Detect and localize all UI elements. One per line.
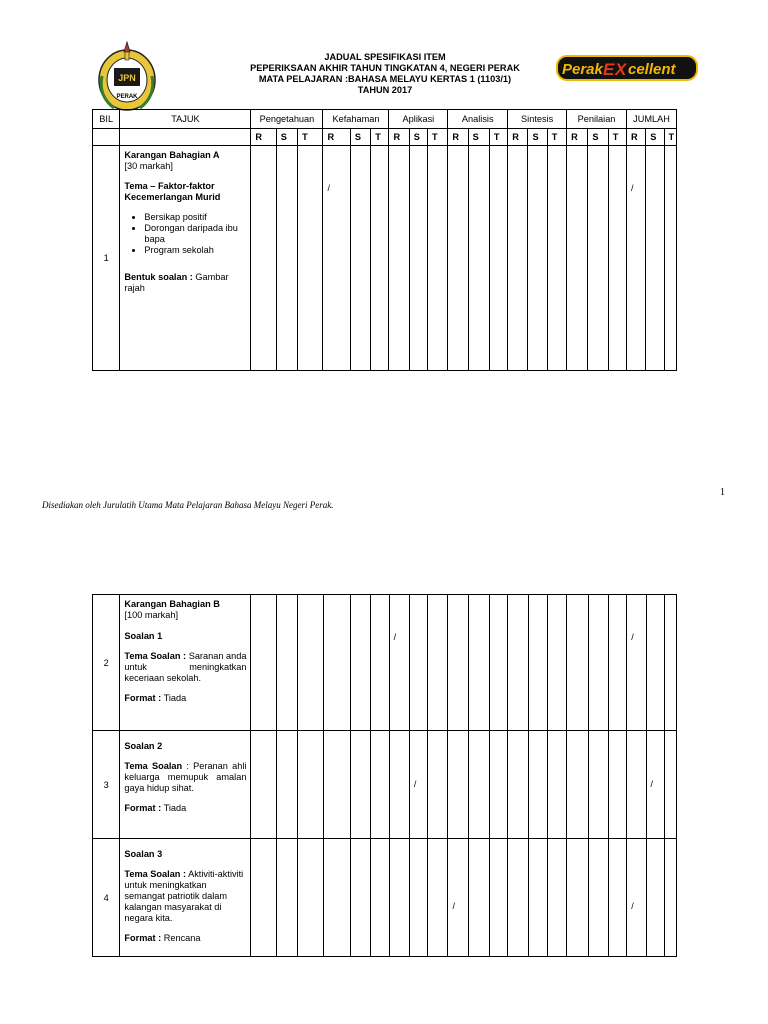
question-number: Soalan 1	[124, 631, 163, 641]
theme-value: Aktiviti-aktiviti untuk meningkatkan semangat patriotik dalam kalangan masyarakat di negara kita.	[124, 869, 244, 923]
sub-s: S	[409, 129, 427, 146]
sub-s: S	[528, 129, 547, 146]
theme-label: Tema Soalan	[124, 761, 183, 771]
sub-t: T	[547, 129, 566, 146]
list-item: • Program sekolah	[144, 245, 246, 256]
table-row	[93, 146, 677, 371]
sub-t: T	[371, 129, 389, 146]
row-number: 2	[93, 595, 120, 731]
question-form-value: Gambar rajah	[124, 272, 229, 293]
sub-s: S	[588, 129, 608, 146]
sub-r: R	[626, 129, 645, 146]
header-year: TAHUN 2017	[357, 85, 413, 95]
perak-excellent-logo	[556, 54, 698, 82]
col-header-sintesis: Sintesis	[508, 110, 567, 129]
row-topic	[120, 146, 251, 371]
format-label: Format :	[124, 933, 162, 943]
sub-s: S	[350, 129, 370, 146]
question-number: Soalan 2	[124, 741, 163, 751]
svg-text:PERAK: PERAK	[116, 94, 138, 100]
sub-r: R	[448, 129, 468, 146]
sub-r: R	[251, 129, 276, 146]
sub-t: T	[298, 129, 323, 146]
list-item: • Dorongan daripada ibu bapa	[144, 223, 246, 245]
header-title: JADUAL SPESIFIKASI ITEM	[324, 52, 446, 62]
footer-note: Disediakan oleh Jurulatih Utama Mata Pelajaran Bahasa Melayu Negeri Perak.	[42, 500, 334, 510]
tick-mark-jumlah-r: /	[631, 901, 634, 911]
table-row	[93, 731, 677, 839]
theme-value: : Peranan ahli keluarga memupuk amalan gaya hidup sihat.	[124, 761, 247, 793]
section-marks: [100 markah]	[124, 610, 179, 620]
svg-text:JPN: JPN	[118, 73, 136, 83]
row-topic	[120, 595, 251, 731]
tick-mark-kefahaman-r: /	[327, 183, 330, 193]
col-header-pengetahuan: Pengetahuan	[251, 110, 323, 129]
sub-s: S	[646, 129, 664, 146]
section-title: Karangan Bahagian A	[124, 150, 220, 160]
tick-mark-jumlah-s: /	[650, 779, 654, 789]
tick-mark-jumlah-r: /	[630, 183, 634, 193]
sub-s: S	[276, 129, 297, 146]
sub-t: T	[489, 129, 507, 146]
row-topic	[120, 731, 251, 839]
col-header-penilaian: Penilaian	[567, 110, 627, 129]
row-number: 1	[93, 146, 120, 371]
format-value: Tiada	[163, 803, 187, 813]
theme-value: Saranan anda untuk meningkatkan keceriaan sekolah.	[124, 651, 247, 683]
theme-label: Tema Soalan :	[124, 869, 187, 879]
col-header-tajuk: TAJUK	[120, 110, 251, 129]
sub-s: S	[468, 129, 489, 146]
table-row	[93, 839, 677, 957]
row-number: 3	[93, 731, 120, 839]
sub-r: R	[567, 129, 588, 146]
svg-text:E: E	[603, 60, 615, 79]
question-form-label: Bentuk soalan :	[124, 272, 193, 282]
section-marks: [30 markah]	[124, 161, 173, 171]
rst-header-row	[93, 129, 677, 146]
svg-text:cellent: cellent	[628, 61, 676, 78]
format-value: Tiada	[163, 693, 187, 703]
tick-mark-aplikasi-s: /	[413, 779, 417, 789]
tick-mark-analisis-r: /	[452, 901, 455, 911]
col-header-jumlah: JUMLAH	[626, 110, 676, 129]
theme-label: Tema – Faktor-faktor Kecemerlangan Murid	[124, 181, 221, 202]
svg-text:X: X	[615, 60, 627, 79]
header-subject: MATA PELAJARAN :BAHASA MELAYU KERTAS 1 (1103/1)	[258, 74, 512, 84]
perak-crest-logo	[96, 36, 158, 116]
sub-t: T	[428, 129, 448, 146]
tick-mark-jumlah-r: /	[631, 632, 634, 642]
sub-r: R	[389, 129, 409, 146]
question-number: Soalan 3	[124, 849, 163, 859]
bil-blank	[93, 129, 120, 146]
sub-t: T	[664, 129, 677, 146]
sub-t: T	[608, 129, 626, 146]
col-header-analisis: Analisis	[448, 110, 508, 129]
col-header-bil: BIL	[93, 110, 120, 129]
tajuk-blank	[120, 129, 251, 146]
document-header	[200, 52, 570, 96]
table-row	[93, 595, 677, 731]
page-2	[0, 530, 768, 1024]
format-label: Format :	[124, 803, 162, 813]
tick-mark-aplikasi-r: /	[393, 632, 397, 642]
format-label: Format :	[124, 693, 162, 703]
row-topic	[120, 839, 251, 957]
sub-r: R	[323, 129, 350, 146]
page-number: 1	[720, 487, 725, 498]
col-header-kefahaman: Kefahaman	[323, 110, 389, 129]
format-value: Rencana	[163, 933, 201, 943]
spec-table-2	[92, 594, 677, 957]
sub-r: R	[508, 129, 528, 146]
header-exam: PEPERIKSAAN AKHIR TAHUN TINGKATAN 4, NEGERI PERAK	[250, 63, 520, 73]
svg-text:Perak: Perak	[562, 61, 603, 78]
list-item: • Bersikap positif	[144, 212, 246, 223]
theme-bullets	[124, 212, 246, 256]
section-title: Karangan Bahagian B	[124, 599, 220, 609]
spec-table-1	[92, 109, 677, 371]
theme-label: Tema Soalan :	[124, 651, 187, 661]
col-header-aplikasi: Aplikasi	[389, 110, 448, 129]
row-number: 4	[93, 839, 120, 957]
